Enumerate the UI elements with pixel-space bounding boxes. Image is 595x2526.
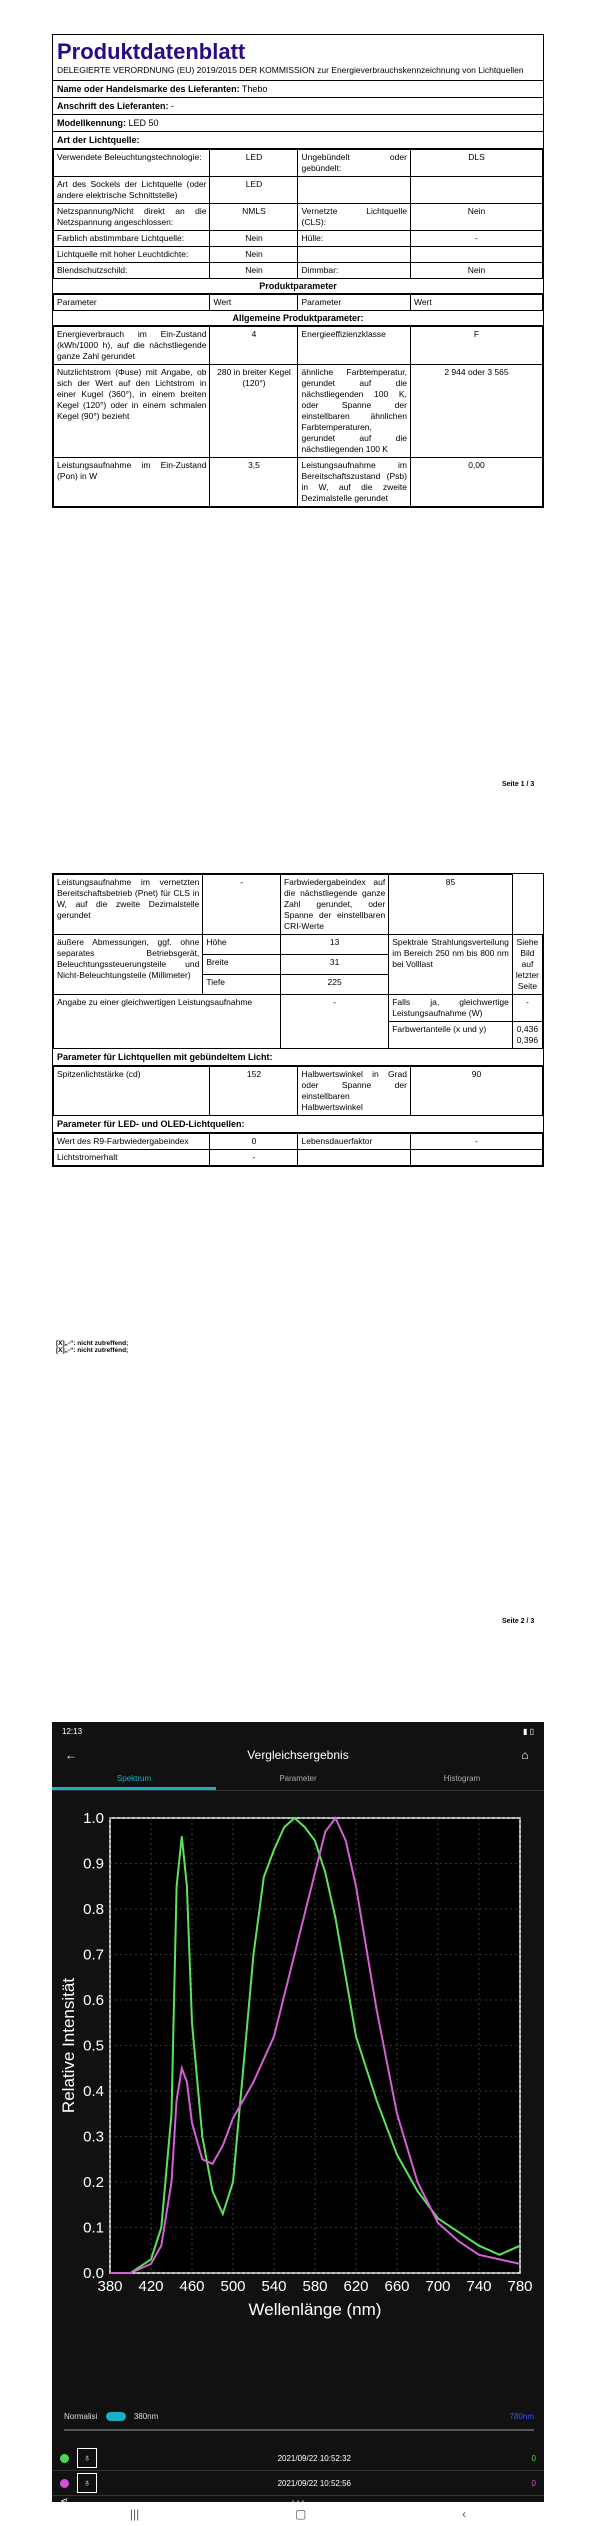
table-cell: Energieverbrauch im Ein-Zustand (kWh/1000 h), auf die nächstliegende ganze Zahl gerundet [54,327,210,365]
dimensions-label: äußere Abmessungen, ggf. ohne separates Betriebsgerät, Beleuchtungssteuerungsteile und Nicht-Beleuchtungsteile (Millimeter) [54,935,203,995]
table-cell: Dimmbar: [298,263,410,279]
spectral-value: Siehe Bild auf letzter Seite [512,935,542,995]
table-cell: Wert des R9-Farbwiedergabeindex [54,1134,210,1150]
chroma-y: 0,396 [516,1035,539,1045]
page-number-1: Seite 1 / 3 [502,781,535,788]
table-cell: Blendschutzschild: [54,263,210,279]
y-tick-label: 0.2 [83,2174,104,2191]
table-row [54,247,543,263]
home-button-icon[interactable]: ▢ [295,2507,307,2521]
table-cell [410,247,542,263]
table-cell [298,1150,410,1166]
table-row [54,327,543,365]
table-cell: - [210,1150,298,1166]
status-time: 12:13 [62,1726,83,1736]
y-tick-label: 0.3 [83,2128,104,2146]
x-tick-label: 700 [425,2278,451,2295]
measurement-value: 0 [531,2478,536,2488]
y-tick-label: 1.0 [83,1810,104,1827]
chroma-x: 0,436 [516,1024,539,1034]
table-cell: LED [210,177,298,204]
table-row [54,204,543,231]
x-tick-label: 460 [179,2278,205,2295]
table-cell: Nutzlichtstrom (Φuse) mit Angabe, ob sich der Wert auf den Lichtstrom in einer Kugel (360°), in einem breiten Kegel (120°) oder in einem schmalen Kegel (90°) bezieht [54,365,210,458]
table-cell: Energieeffizienzklasse [298,327,410,365]
general-param-table [53,326,543,507]
x-tick-label: 540 [261,2278,287,2295]
table-row [54,177,543,204]
table-cell: Ungebündelt oder gebündelt: [298,150,410,177]
system-nav-bar [52,2502,544,2526]
address-value: - [171,101,175,111]
produktparameter-heading: Produktparameter [53,279,543,294]
series-color-dot [60,2454,69,2463]
battery-icon: ▮ ▯ [522,1726,534,1736]
normalize-row [64,2412,534,2431]
table-cell: Vernetzte Lichtquelle (CLS): [298,204,410,231]
chroma-value [512,1022,542,1049]
measurement-item[interactable] [52,2471,544,2496]
range-slider[interactable] [64,2429,534,2431]
table-cell: Parameter [54,295,210,311]
table-row [54,365,543,458]
model-row [53,115,543,132]
app-title: Vergleichsergebnis [247,1748,349,1762]
param-header-table [53,294,543,311]
table-cell: 2 944 oder 3 565 [410,365,542,458]
series-color-dot [60,2479,69,2488]
equiv2-value: - [512,995,542,1022]
page-number-2: Seite 2 / 3 [502,1618,535,1625]
allgemeine-heading: Allgemeine Produktparameter: [53,311,543,326]
x-tick-label: 500 [220,2278,246,2295]
chroma-label: Farbwertanteile (x und y) [389,1022,513,1049]
tab-histogram[interactable]: Histogram [443,1774,481,1783]
y-tick-label: 0.9 [83,1855,104,1873]
table-cell: Farbwiedergabeindex auf die nächstliegende ganze Zahl gerundet, oder Spanne der einstellbaren CRI-Werte [280,875,388,935]
datasheet-page-2 [52,873,544,1167]
table-cell: LED [210,150,298,177]
table-cell: Lichtstromerhalt [54,1150,210,1166]
table-cell: Wert [410,295,542,311]
model-value: LED 50 [128,118,159,128]
measurement-item[interactable] [52,2446,544,2471]
measurement-date: 2021/09/22 10:52:56 [277,2478,351,2488]
dimension-value: 225 [280,975,388,995]
range-right: 780nm [509,2412,534,2421]
x-axis-label: Wellenlänge (nm) [248,2300,382,2319]
y-tick-label: 0.4 [83,2083,104,2100]
table-cell [410,1150,542,1166]
table-cell: Halbwertswinkel in Grad oder Spanne der einstellbaren Halbwertswinkel [298,1067,410,1116]
dls-heading: Parameter für Lichtquellen mit gebündeltem Licht: [53,1049,543,1066]
table-cell [298,247,410,263]
document-title: Produktdatenblatt [57,39,246,64]
x-tick-label: 380 [97,2278,123,2295]
dimension-name: Höhe [203,935,281,955]
tab-spektrum[interactable]: Spektrum [52,1770,216,1790]
tab-bar [52,1770,544,1791]
supplier-label: Name oder Handelsmarke des Lieferanten: [57,84,240,94]
address-row [53,98,543,115]
table-cell: Spitzenlichtstärke (cd) [54,1067,210,1116]
normalize-toggle[interactable] [106,2412,126,2421]
table-cell: 280 in breiter Kegel (120°) [210,365,298,458]
lightbulb-icon[interactable]: ♁ [77,2448,97,2468]
spectrum-chart [52,1798,544,2338]
x-tick-label: 620 [343,2278,369,2295]
address-label: Anschrift des Lieferanten: [57,101,169,111]
recent-apps-icon[interactable]: ||| [129,2507,140,2521]
spectral-label: Spektrale Strahlungsverteilung im Bereich 250 nm bis 800 nm bei Volllast [389,935,513,995]
x-tick-label: 660 [384,2278,410,2295]
phone-screenshot [52,1722,544,2526]
table-cell: - [410,1134,542,1150]
table-cell: Wert [210,295,298,311]
equiv2-label: Falls ja, gleichwertige Leistungsaufnahme (W) [389,995,513,1022]
document-subtitle: DELEGIERTE VERORDNUNG (EU) 2019/2015 DER KOMMISSION zur Energieverbrauchskennzeichnung von Lichtquellen [53,65,543,81]
table-row [54,295,543,311]
y-axis-label: Relative Intensität [59,1977,78,2114]
footnote-1: [X]„-“: nicht zutreffend; [56,1340,129,1347]
table-cell: 90 [410,1067,542,1116]
table-row [54,1067,543,1116]
back-arrow-icon[interactable]: ← [65,1748,77,1762]
table-row [54,875,543,935]
table-cell: Nein [410,263,542,279]
table-row [54,1134,543,1150]
table-row [54,995,543,1022]
dimension-value: 31 [280,955,388,975]
y-tick-label: 0.6 [83,1992,104,2009]
table-cell: Nein [210,247,298,263]
x-tick-label: 420 [138,2278,164,2295]
dimension-name: Breite [203,955,281,975]
table-cell: Verwendete Beleuchtungstechnologie: [54,150,210,177]
table-cell: Leistungsaufnahme im Bereitschaftszustand (Psb) in W, auf die zweite Dezimalstelle gerundet [298,458,410,507]
dimension-name: Tiefe [203,975,281,995]
table-cell: Nein [210,231,298,247]
table-row [54,1150,543,1166]
y-tick-label: 0.1 [83,2219,104,2237]
dimension-value: 13 [280,935,388,955]
y-tick-label: 0.0 [83,2265,104,2282]
table-cell: - [203,875,281,935]
x-tick-label: 740 [466,2278,492,2295]
page2-table [53,874,543,1049]
x-tick-label: 780 [507,2278,533,2295]
lightbulb-icon[interactable]: ♁ [77,2473,97,2493]
equiv-label: Angabe zu einer gleichwertigen Leistungsaufnahme [54,995,281,1049]
table-cell: Nein [410,204,542,231]
model-label: Modellkennung: [57,118,126,128]
supplier-row [53,81,543,98]
table-cell: Leistungsaufnahme im Ein-Zustand (Pon) in W [54,458,210,507]
measurement-value: 0 [531,2453,536,2463]
table-cell: 3,5 [210,458,298,507]
table-row [54,458,543,507]
table-row [54,263,543,279]
table-cell: Lebensdauerfaktor [298,1134,410,1150]
y-tick-label: 0.5 [83,2037,104,2055]
y-tick-label: 0.7 [83,1946,104,1964]
footnote-2: [X]„-“: nicht zutreffend; [56,1347,129,1354]
dls-table [53,1066,543,1116]
type-row: Art der Lichtquelle: [53,132,543,149]
table-cell: Farblich abstimmbare Lichtquelle: [54,231,210,247]
table-cell [410,177,542,204]
table-cell: 4 [210,327,298,365]
table-row [54,935,543,955]
table-cell: 152 [210,1067,298,1116]
table-cell: DLS [410,150,542,177]
light-source-table [53,149,543,279]
table-cell: Hülle: [298,231,410,247]
table-cell [298,177,410,204]
x-tick-label: 580 [302,2278,328,2295]
table-cell: Leistungsaufnahme im vernetzten Bereitschaftsbetrieb (Pnet) für CLS in W, auf die zweite Dezimalstelle gerundet [54,875,203,935]
table-cell: 0,00 [410,458,542,507]
led-heading: Parameter für LED- und OLED-Lichtquellen: [53,1116,543,1133]
back-button-icon[interactable]: ‹ [462,2507,467,2521]
table-cell: Lichtquelle mit hoher Leuchtdichte: [54,247,210,263]
supplier-value: Thebo [241,84,268,94]
table-row [54,150,543,177]
measurement-date: 2021/09/22 10:52:32 [277,2453,351,2463]
table-cell: 0 [210,1134,298,1150]
normalize-label: Normalisi [64,2412,98,2421]
y-tick-label: 0.8 [83,1901,104,1918]
table-row [54,231,543,247]
table-cell: Parameter [298,295,410,311]
range-label: 380nm [133,2412,159,2421]
table-cell: Art des Sockels der Lichtquelle (oder andere elektrische Schnittstelle) [54,177,210,204]
table-cell: 85 [389,875,513,935]
table-cell: F [410,327,542,365]
app-bar [52,1740,544,1770]
table-cell: ähnliche Farbtemperatur, gerundet auf die nächstliegenden 100 K, oder Spanne der einstellbaren ähnlichen Farbtemperaturen, gerundet auf die nächstliegenden 100 K [298,365,410,458]
equiv-value: - [280,995,388,1049]
table-cell: NMLS [210,204,298,231]
table-cell: - [410,231,542,247]
table-cell: Netzspannung/Nicht direkt an die Netzspannung angeschlossen: [54,204,210,231]
home-icon[interactable]: ⌂ [521,1748,529,1762]
led-table [53,1133,543,1166]
tab-parameter[interactable]: Parameter [279,1774,317,1783]
measurement-list [52,2446,544,2496]
datasheet-page-1 [52,34,544,508]
table-cell: Nein [210,263,298,279]
status-bar [52,1722,544,1740]
